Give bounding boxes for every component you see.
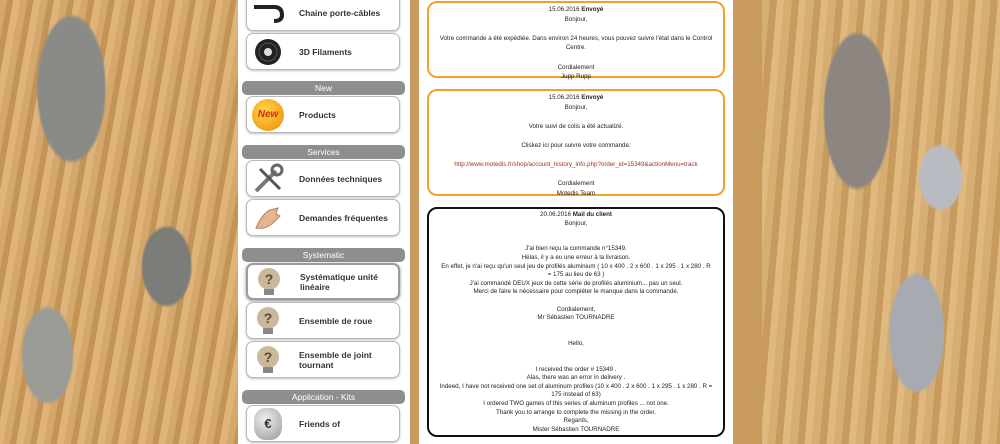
message-date: 20.06.2016 — [540, 211, 572, 218]
euro-icon: € — [251, 407, 285, 441]
sidebar-item-label: Données techniques — [299, 173, 383, 184]
message-line — [437, 112, 715, 122]
message-status: Mail du client — [572, 211, 612, 218]
sidebar-item-chaine-porte-cables[interactable] — [246, 0, 400, 31]
message-history — [419, 0, 733, 444]
section-header-new: New — [242, 81, 405, 95]
message-line — [437, 24, 715, 34]
message-line: I ordered TWO games of this series of aluminum profiles ... not one. — [483, 400, 669, 408]
sidebar-item-donnees-techniques[interactable] — [246, 160, 400, 197]
message-line: = 175 au lieu de 63 ) — [547, 271, 605, 279]
message-line: Alas, there was an error in delivery . — [526, 374, 626, 382]
new-badge-icon: New — [251, 98, 285, 132]
message-line: 175 instead of 63) — [551, 391, 601, 399]
section-header-application-kits: Application - Kits — [242, 390, 405, 404]
message-status: Envoyé — [581, 6, 604, 13]
question-bulb-icon — [252, 265, 286, 299]
message-line: Bonjour, — [564, 15, 588, 23]
message-line: Hélas, il y a eu une erreur à la livraison. — [521, 253, 631, 261]
message-line: Votre suivi de colis a été actualizé. — [528, 122, 624, 130]
message-body — [437, 103, 715, 161]
message-line: Mr Sébastien TOURNADRE — [537, 314, 615, 322]
sidebar-item-products[interactable] — [246, 96, 400, 133]
message-line: Cordialement — [557, 180, 595, 188]
sidebar-item-demandes-frequentes[interactable] — [246, 199, 400, 236]
message-body-closing — [437, 170, 715, 199]
sidebar-item-label: Systématique unité linéaire — [300, 271, 378, 292]
message-line: J'ai bien reçu la commande n°15349. — [525, 245, 627, 253]
message-line: Merci de faire le nécessaire pour compléter le manque dans la commande. — [473, 288, 679, 296]
sidebar-item-ensemble-de-joint-tournant[interactable] — [246, 341, 400, 378]
message-date: 15.06.2016 — [548, 6, 580, 13]
message-line — [437, 349, 715, 358]
message-line: Bonjour, — [564, 219, 588, 227]
message-line — [437, 228, 715, 237]
sidebar-item-label: Demandes fréquentes — [299, 212, 388, 223]
message-line — [437, 170, 715, 180]
question-bulb-icon — [251, 343, 285, 377]
message-line: Regards, — [563, 417, 589, 425]
section-header-systematic: Systematic — [242, 248, 405, 262]
message-line — [437, 237, 715, 246]
message-body — [437, 220, 715, 435]
message-line: J'ai commandé DEUX jeux de cette série de profilés aluminium... pas un seul. — [469, 279, 683, 287]
message-line: Votre commande a été expédiée. Dans environ 24 heures, vous pouvez suivre l'état dans le Control — [439, 34, 713, 42]
message-date: 15.06.2016 — [548, 94, 580, 101]
background-photo-left — [0, 0, 238, 444]
message-line: Indeed, I have not received one set of aluminum profiles (10 x 400 . 2 x 600 . 1 x 295 . 1 x 280 . R = — [439, 382, 713, 390]
message-line: En effet, je n'ai reçu qu'un seul jeu de profilés aluminium ( 10 x 400 . 2 x 600 . 1 x 295 . 1 x 280 . R — [441, 262, 711, 270]
message-card-customer-mail — [427, 207, 725, 437]
message-line: Cordialement — [557, 63, 595, 71]
message-status: Envoyé — [581, 94, 604, 101]
message-line — [437, 297, 715, 306]
sidebar-item-ensemble-de-roue[interactable] — [246, 302, 400, 339]
sidebar-item-label: Ensemble de roue — [299, 315, 373, 326]
message-line — [437, 357, 715, 366]
message-line — [437, 131, 715, 141]
sidebar-item-label: Products — [299, 109, 336, 120]
sidebar-item-friends-of[interactable] — [246, 405, 400, 442]
sidebar-item-label: Friends of — [299, 418, 341, 429]
sidebar-menu — [238, 0, 410, 444]
section-header-services: Services — [242, 145, 405, 159]
sidebar-item-systematique-unite-lineaire[interactable] — [246, 263, 400, 300]
sidebar-item-label: Chaine porte-câbles — [299, 7, 381, 18]
message-line — [437, 53, 715, 63]
message-line: Hello, — [568, 339, 584, 347]
message-line: I received the order # 15349 . — [535, 365, 617, 373]
message-body — [437, 15, 715, 82]
message-line: Mister Sébastien TOURNADRE — [532, 425, 620, 433]
message-line: Thank you to arrange to complete the missing in the order. — [496, 408, 656, 416]
svg-text:?: ? — [263, 348, 273, 365]
svg-text:?: ? — [264, 270, 274, 287]
cable-chain-icon — [251, 0, 285, 30]
message-line: Centre. — [565, 44, 587, 52]
tracking-link[interactable]: http://www.motedis.fr/shop/account_history_info.php?order_id=15349&actionMenu=track — [454, 161, 698, 169]
message-line: Cliskez ici pour suivre votre commande: — [521, 141, 631, 149]
question-bulb-icon — [251, 304, 285, 338]
filament-spool-icon — [251, 35, 285, 69]
message-line — [437, 323, 715, 332]
message-line — [437, 151, 715, 161]
message-line: Motedis Team — [556, 189, 596, 197]
message-line: Bonjour, — [564, 103, 588, 111]
sidebar-item-label: 3D Filaments — [299, 46, 352, 57]
sidebar-item-label: Ensemble de joint tournant — [299, 349, 372, 370]
svg-text:?: ? — [263, 309, 273, 326]
message-line: Jupp Rupp — [561, 73, 591, 81]
message-card-tracking — [427, 89, 725, 196]
tools-icon — [251, 162, 285, 196]
message-line: Cordialement, — [556, 305, 596, 313]
background-photo-right — [762, 0, 1000, 444]
sidebar-item-3d-filaments[interactable] — [246, 33, 400, 70]
message-line — [437, 331, 715, 340]
hand-icon — [251, 201, 285, 235]
message-card-shipped — [427, 1, 725, 81]
